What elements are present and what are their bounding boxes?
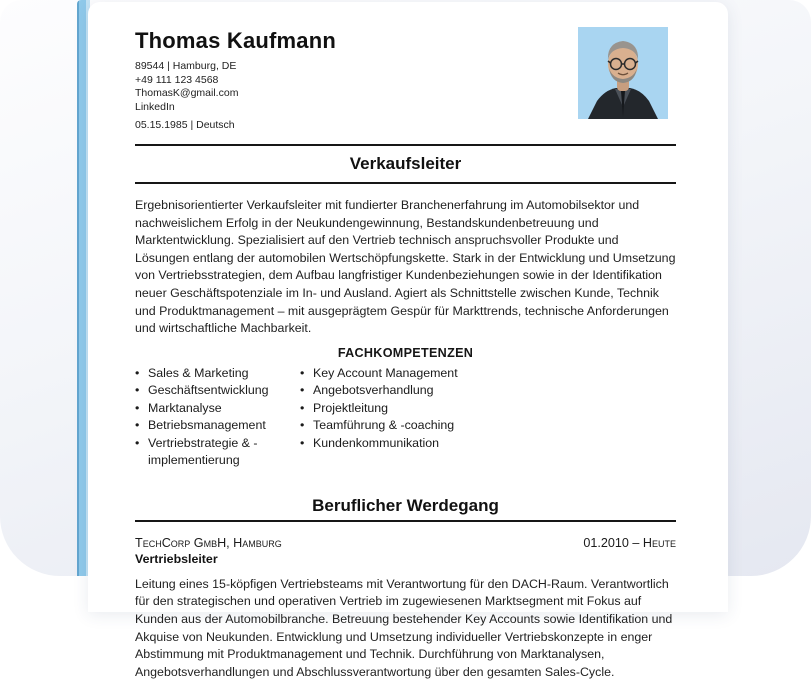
skill-item: • Projektleitung	[300, 400, 530, 418]
experience-section-heading: Beruflicher Werdegang	[135, 495, 676, 517]
candidate-name: Thomas Kaufmann	[135, 28, 676, 53]
skill-item: • Teamführung & -coaching	[300, 417, 530, 435]
skill-item: • Angebotsverhandlung	[300, 382, 530, 400]
skills-list-left	[135, 365, 300, 470]
divider-below-experience-heading	[135, 520, 676, 522]
skill-item: • Betriebsmanagement	[135, 417, 300, 435]
contact-birthdate-language: 05.15.1985 | Deutsch	[135, 119, 676, 133]
skills-section-heading: FACHKOMPETENZEN	[135, 346, 676, 360]
skill-item: • Geschäftsentwicklung	[135, 382, 300, 400]
divider-below-title	[135, 182, 676, 184]
contact-linkedin: LinkedIn	[135, 101, 676, 115]
skill-item: • Kundenkommunikation	[300, 435, 530, 453]
experience-description: Leitung eines 15-köpfigen Vertriebsteams mit Verantwortung für den DACH-Raum. Verantwortlich für den strategischen und operativen Vertrieb im zugewiesenen Marktsegment mit Fokus auf Kunden aus der Automobilbranche. Betreuung bestehender Key Accounts sowie Identifikation und Akquise von Neukunden. Entwicklung und Umsetzung individueller Vertriebskonzepte in enger Abstimmung mit Produktmanagement und Technik. Durchführung von Marktanalysen, Angebotsverhandlungen und Abschlussverantwortung über den gesamten Sales-Cycle.	[135, 576, 676, 681]
skills-list-right	[300, 365, 530, 470]
skill-item: • Vertriebstrategie & -implementierung	[135, 435, 300, 470]
experience-meta-row	[135, 536, 676, 551]
skill-item: • Marktanalyse	[135, 400, 300, 418]
experience-role: Vertriebsleiter	[135, 552, 676, 567]
skill-item: • Key Account Management	[300, 365, 530, 383]
skills-columns	[135, 365, 676, 470]
contact-address: 89544 | Hamburg, DE	[135, 60, 676, 74]
experience-company: TechCorp GmbH, Hamburg	[135, 536, 282, 551]
profile-summary: Ergebnisorientierter Verkaufsleiter mit fundierter Branchenerfahrung im Automobilsektor und nachweislichem Erfolg in der Neukundengewinnung, Bestandskundenbetreuung und Marktentwicklung. Spezialisiert auf den Vertrieb technisch anspruchsvoller Produkte und Lösungen entlang der automobilen Wertschöpfungskette. Stark in der Entwicklung und Umsetzung von Vertriebsstrategien, dem Aufbau langfristiger Kundenbeziehungen sowie in der Identifikation neuer Geschäftspotenziale im In- und Ausland. Agiert als Schnittstelle zwischen Kunde, Technik und Produktmanagement – mit ausgeprägtem Gespür für Markttrends, technische Anforderungen und wirtschaftliche Machbarkeit.	[135, 197, 676, 338]
divider-above-title	[135, 144, 676, 146]
cv-content	[135, 2, 676, 681]
contact-phone: +49 111 123 4568	[135, 74, 676, 88]
cv-document-page	[88, 2, 728, 612]
contact-block	[135, 60, 676, 133]
experience-dates: 01.2010 – Heute	[583, 536, 676, 551]
contact-email: ThomasK@gmail.com	[135, 87, 676, 101]
cv-title: Verkaufsleiter	[135, 153, 676, 175]
skill-item: • Sales & Marketing	[135, 365, 300, 383]
